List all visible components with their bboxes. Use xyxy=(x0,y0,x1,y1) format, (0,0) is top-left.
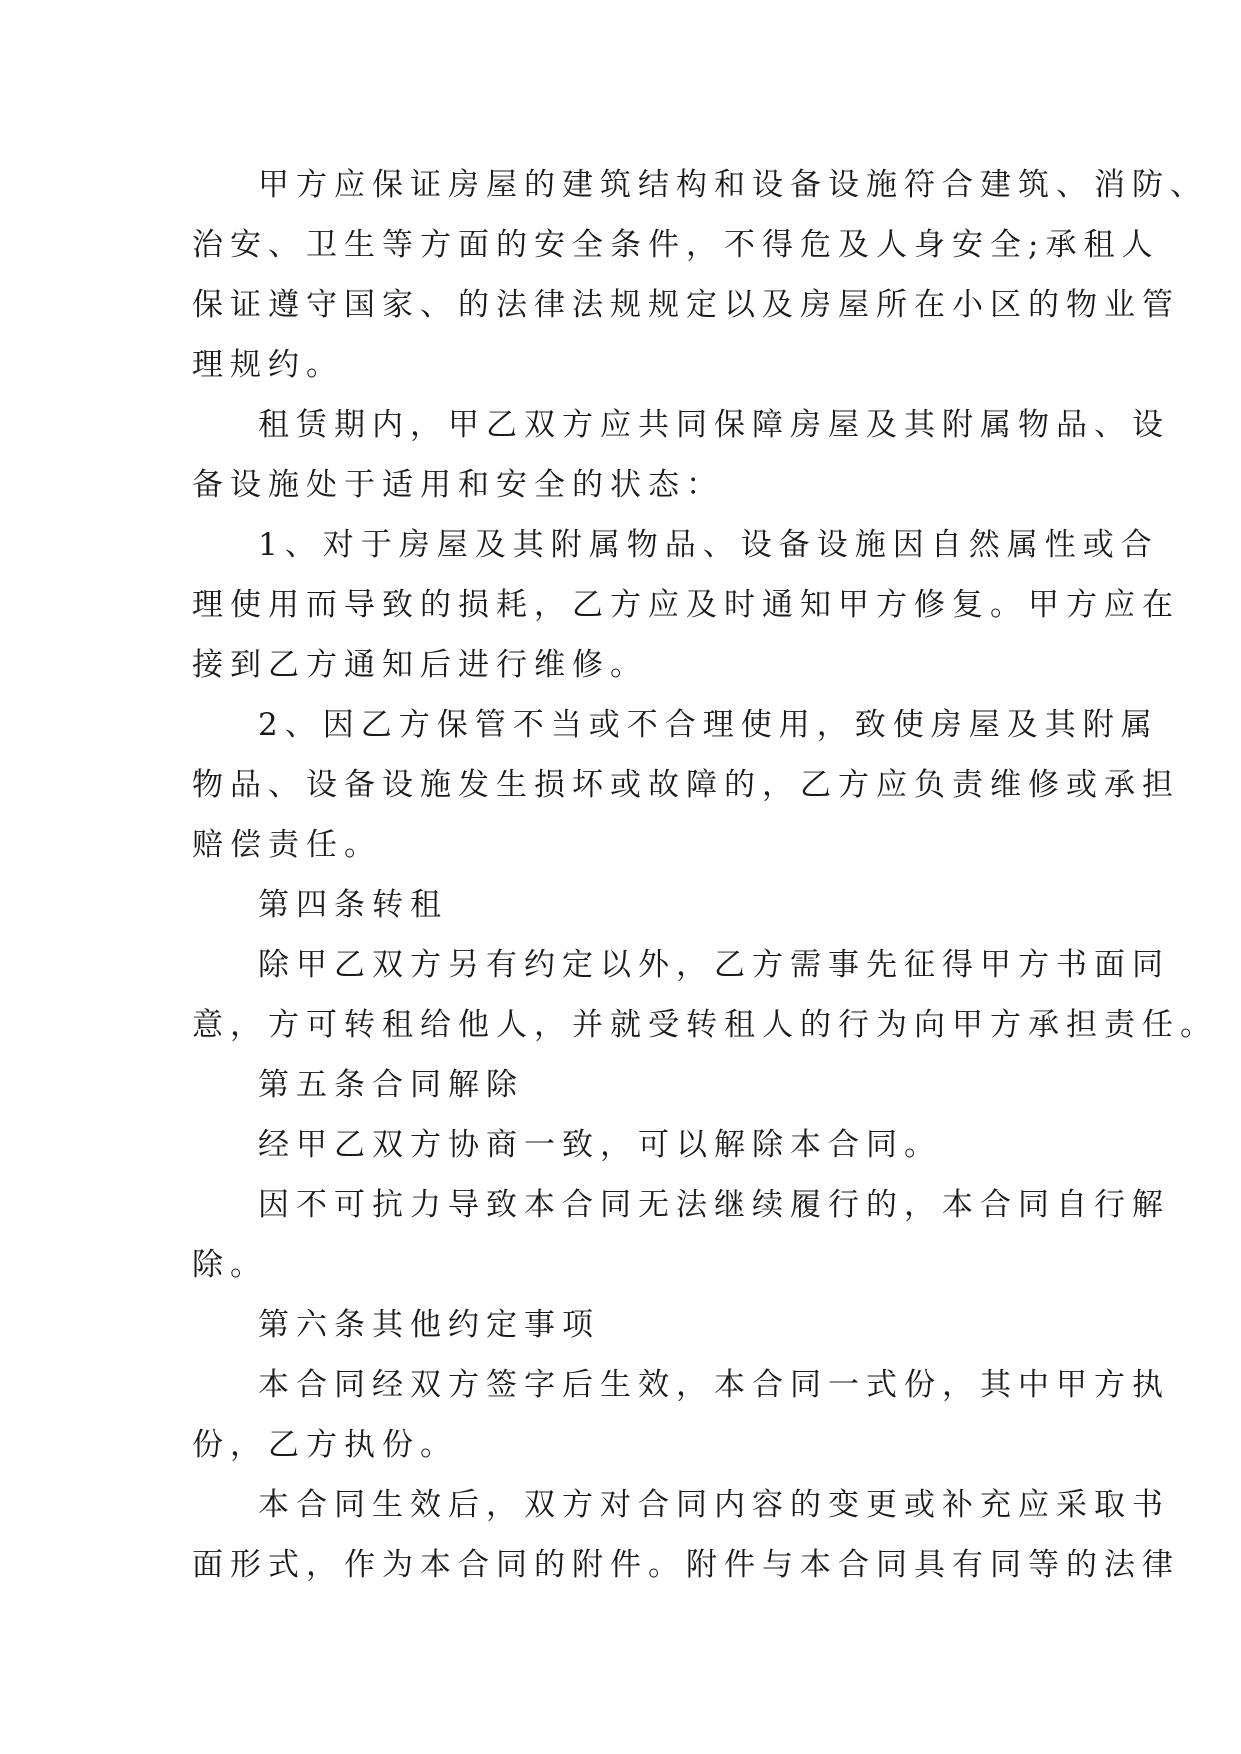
section-heading: 第五条合同解除 xyxy=(258,1067,524,1103)
section-heading: 第四条转租 xyxy=(258,887,448,923)
list-item-line: 物品、设备设施发生损坏或故障的，乙方应负责维修或承担 xyxy=(192,767,1180,803)
paragraph-line: 除甲乙双方另有约定以外，乙方需事先征得甲方书面同 xyxy=(258,947,1170,983)
paragraph-line: 理规约。 xyxy=(192,347,344,383)
paragraph-line: 治安、卫生等方面的安全条件，不得危及人身安全;承租人 xyxy=(192,227,1160,263)
paragraph-line: 保证遵守国家、的法律法规规定以及房屋所在小区的物业管 xyxy=(192,287,1180,323)
paragraph-line: 份，乙方执份。 xyxy=(192,1427,458,1463)
paragraph-line: 除。 xyxy=(192,1247,268,1283)
document-body xyxy=(192,155,1218,1595)
list-item-line: 2、因乙方保管不当或不合理使用，致使房屋及其附属 xyxy=(258,707,1159,743)
paragraph-line: 意，方可转租给他人，并就受转租人的行为向甲方承担责任。 xyxy=(192,1007,1218,1043)
list-item-line: 理使用而导致的损耗，乙方应及时通知甲方修复。甲方应在 xyxy=(192,587,1180,623)
paragraph-line: 经甲乙双方协商一致，可以解除本合同。 xyxy=(258,1127,942,1163)
paragraph-line: 本合同经双方签字后生效，本合同一式份，其中甲方执 xyxy=(258,1367,1170,1403)
section-heading: 第六条其他约定事项 xyxy=(258,1307,600,1343)
paragraph-line: 因不可抗力导致本合同无法继续履行的，本合同自行解 xyxy=(258,1187,1170,1223)
list-item-line: 1、对于房屋及其附属物品、设备设施因自然属性或合 xyxy=(258,527,1159,563)
paragraph-line: 面形式，作为本合同的附件。附件与本合同具有同等的法律 xyxy=(192,1547,1180,1583)
list-item-line: 赔偿责任。 xyxy=(192,827,382,863)
paragraph-line: 本合同生效后，双方对合同内容的变更或补充应采取书 xyxy=(258,1487,1170,1523)
paragraph-line: 备设施处于适用和安全的状态： xyxy=(192,467,724,503)
list-item-line: 接到乙方通知后进行维修。 xyxy=(192,647,648,683)
paragraph-line: 租赁期内，甲乙双方应共同保障房屋及其附属物品、设 xyxy=(258,407,1170,443)
paragraph-line: 甲方应保证房屋的建筑结构和设备设施符合建筑、消防、 xyxy=(258,167,1208,203)
